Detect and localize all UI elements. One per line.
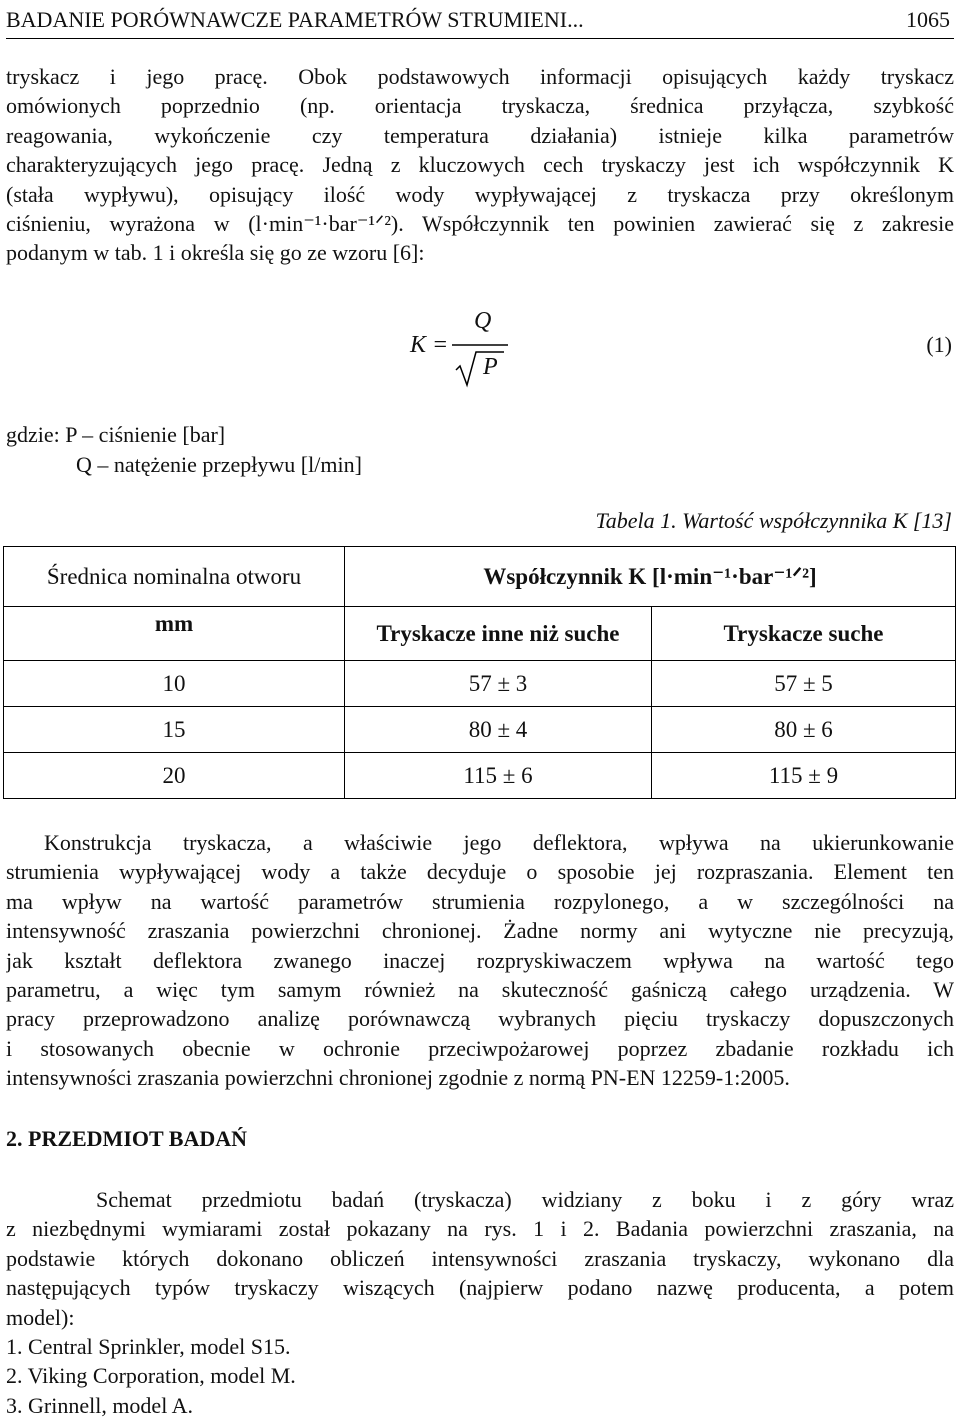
text-line: omówionych poprzednio (np. orientacja tryskacza, średnica przyłącza, szybkość xyxy=(6,93,954,119)
table-row xyxy=(4,707,956,753)
fraction-radical-graphic xyxy=(380,300,580,390)
text-line: ma wpływ na wartość parametrów strumienia rozpylonego, a w szczególności na xyxy=(6,888,954,914)
legend-line-p: gdzie: P – ciśnienie [bar] xyxy=(6,422,226,447)
table-cell: 115 ± 9 xyxy=(652,753,956,799)
intro-paragraph xyxy=(6,62,954,268)
table-caption: Tabela 1. Wartość współczynnika K [13] xyxy=(595,508,952,533)
subheader-non-dry: Tryskacze inne niż suche xyxy=(345,607,652,661)
text-line: Konstrukcja tryskacza, a właściwie jego deflektora, wpływa na ukierunkowanie xyxy=(44,830,954,855)
header-col1: Średnica nominalna otworu xyxy=(4,547,345,607)
table-cell: 15 xyxy=(4,707,345,753)
table-header-row xyxy=(4,547,956,607)
table-cell: 57 ± 5 xyxy=(652,661,956,707)
formula-legend xyxy=(6,420,362,480)
equation-number: (1) xyxy=(926,332,952,357)
text-line: jak kształt deflektora zwanego inaczej rozpryskiwaczem wpływa na wartość tego xyxy=(6,947,954,973)
table-cell: 80 ± 6 xyxy=(652,707,956,753)
running-header xyxy=(6,4,954,39)
subheader-dry: Tryskacze suche xyxy=(652,607,956,661)
k-factor-table xyxy=(3,546,956,799)
table-cell: 10 xyxy=(4,661,345,707)
text-line: z niezbędnymi wymiarami został pokazany na rys. 1 i 2. Badania powierzchni zraszania, na xyxy=(6,1216,954,1242)
formula-denominator: P xyxy=(483,354,498,380)
text-line: podanym w tab. 1 i określa się go ze wzoru [6]: xyxy=(6,240,425,266)
list-item: 1. Central Sprinkler, model S15. xyxy=(6,1333,291,1359)
text-line: (stała wypływu), opisujący ilość wody wypływającej z tryskacza przy określonym xyxy=(6,181,954,207)
header-col1-unit: mm xyxy=(4,607,345,661)
formula-lhs: K = xyxy=(410,332,449,358)
list-item: 3. Grinnell, model A. xyxy=(6,1392,193,1418)
text-line: pracy przeprowadzono analizę porównawczą wybranych pięciu tryskaczy dopuszczonych xyxy=(6,1006,954,1032)
table-cell: 57 ± 3 xyxy=(345,661,652,707)
text-line: strumienia wypływającej wody a także decyduje o sposobie jej rozpraszania. Element ten xyxy=(6,859,954,885)
text-line: ciśnieniu, wyrażona w (l·min⁻¹·bar⁻¹ᐟ²). Współczynnik ten powinien zawierać się z zakresie xyxy=(6,210,954,236)
formula-k xyxy=(380,300,580,390)
text-line: intensywność zraszania powierzchni chronionej. Żadne normy ani wytyczne nie precyzują, xyxy=(6,918,954,944)
table-cell: 20 xyxy=(4,753,345,799)
text-line: i stosowanych obecnie w ochronie przeciwpożarowej poprzez zbadanie rozkładu ich xyxy=(6,1035,954,1061)
legend-line-q: Q – natężenie przepływu [l/min] xyxy=(76,452,362,477)
header-group: Współczynnik K [l·min⁻¹·bar⁻¹ᐟ²] xyxy=(345,547,956,607)
header-title: BADANIE PORÓWNAWCZE PARAMETRÓW STRUMIENI... xyxy=(6,7,584,32)
list-item: 2. Viking Corporation, model M. xyxy=(6,1363,296,1389)
text-line: model): xyxy=(6,1304,75,1330)
table-subheader-row xyxy=(4,607,956,661)
table-cell: 115 ± 6 xyxy=(345,753,652,799)
table-cell: 80 ± 4 xyxy=(345,707,652,753)
text-line: intensywności zraszania powierzchni chronionej zgodnie z normą PN-EN 12259-1:2005. xyxy=(6,1065,790,1091)
text-line: tryskacz i jego pracę. Obok podstawowych informacji opisujących każdy tryskacz xyxy=(6,64,954,89)
section-heading: 2. PRZEDMIOT BADAŃ xyxy=(6,1126,248,1151)
text-line: parametru, a więc tym samym również na skuteczność gaśniczą całego urządzenia. W xyxy=(6,976,954,1002)
text-line: podstawie których dokonano obliczeń intensywności zraszania tryskaczy, wykonano dla xyxy=(6,1245,954,1271)
text-line: następujących typów tryskaczy wiszących (najpierw podano nazwę producenta, a potem xyxy=(6,1275,954,1301)
text-line: Schemat przedmiotu badań (tryskacza) widziany z boku i z góry wraz xyxy=(96,1187,954,1212)
section-paragraph xyxy=(6,1185,954,1420)
body-paragraph xyxy=(6,828,954,1093)
page-number: 1065 xyxy=(906,7,950,32)
text-line: reagowania, wykończenie czy temperatura działania) istnieje kilka parametrów xyxy=(6,122,954,148)
formula-numerator: Q xyxy=(474,308,492,334)
table-row xyxy=(4,753,956,799)
text-line: charakteryzujących jego pracę. Jedną z kluczowych cech tryskaczy jest ich współczynnik K xyxy=(6,152,954,178)
table-row xyxy=(4,661,956,707)
